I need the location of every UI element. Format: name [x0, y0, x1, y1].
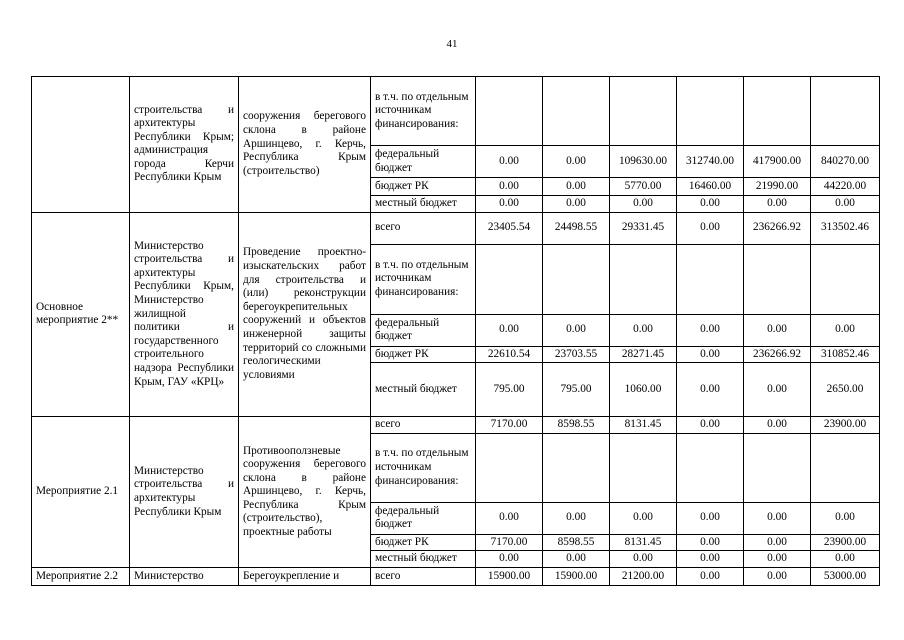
amount-cell: 0.00 [476, 314, 543, 346]
funding-source-cell: местный бюджет [371, 551, 476, 568]
activity-name-cell [32, 77, 130, 213]
amount-cell: 0.00 [543, 196, 610, 213]
amount-cell: 0.00 [543, 146, 610, 178]
amount-cell: 0.00 [677, 534, 744, 551]
amount-cell: 417900.00 [744, 146, 811, 178]
funding-source-cell: бюджет РК [371, 178, 476, 196]
funding-source-cell: всего [371, 567, 476, 585]
amount-cell: 0.00 [744, 567, 811, 585]
amount-cell: 0.00 [744, 417, 811, 434]
amount-cell: 5770.00 [610, 178, 677, 196]
amount-cell: 44220.00 [811, 178, 880, 196]
funding-source-cell: федеральный бюджет [371, 314, 476, 346]
amount-cell [610, 244, 677, 314]
amount-cell: 236266.92 [744, 212, 811, 244]
amount-cell [811, 77, 880, 146]
funding-source-cell: всего [371, 417, 476, 434]
funding-source-cell: федеральный бюджет [371, 146, 476, 178]
amount-cell: 0.00 [677, 567, 744, 585]
amount-cell: 0.00 [677, 502, 744, 534]
amount-cell: 0.00 [677, 417, 744, 434]
amount-cell: 15900.00 [476, 567, 543, 585]
amount-cell: 0.00 [610, 551, 677, 568]
amount-cell: 0.00 [476, 502, 543, 534]
amount-cell: 0.00 [744, 314, 811, 346]
amount-cell: 0.00 [744, 196, 811, 213]
description-cell: Проведение проектно-изыскательских работ для строительства и (или) реконструкции берегоукрепительных сооружений и объектов инженерной защиты территорий со сложными геологическими условиями [239, 212, 371, 417]
amount-cell [811, 433, 880, 502]
amount-cell: 0.00 [744, 502, 811, 534]
amount-cell [677, 77, 744, 146]
executor-cell: Министерство строительства и архитектуры Республики Крым [130, 417, 239, 568]
executor-cell: строительства и архитектуры Республики Крым; администрация города Керчи Республики Крым [130, 77, 239, 213]
activity-name-cell: Основное мероприятие 2** [32, 212, 130, 417]
amount-cell: 0.00 [677, 314, 744, 346]
amount-cell: 24498.55 [543, 212, 610, 244]
amount-cell: 312740.00 [677, 146, 744, 178]
amount-cell: 0.00 [543, 314, 610, 346]
table-row [32, 567, 880, 585]
amount-cell [677, 433, 744, 502]
funding-source-cell: в т.ч. по отдельным источникам финансирования: [371, 244, 476, 314]
amount-cell [744, 433, 811, 502]
amount-cell [744, 77, 811, 146]
amount-cell [543, 77, 610, 146]
description-cell: сооружения берегового склона в районе Аршинцево, г. Керчь, Республика Крым (строительство) [239, 77, 371, 213]
amount-cell: 0.00 [610, 502, 677, 534]
amount-cell: 0.00 [677, 346, 744, 363]
amount-cell: 310852.46 [811, 346, 880, 363]
funding-table [31, 76, 880, 586]
amount-cell: 0.00 [811, 551, 880, 568]
description-cell: Берегоукрепление и [239, 567, 371, 585]
amount-cell: 0.00 [677, 212, 744, 244]
funding-source-cell: в т.ч. по отдельным источникам финансирования: [371, 433, 476, 502]
activity-name-cell: Мероприятие 2.2 [32, 567, 130, 585]
amount-cell: 109630.00 [610, 146, 677, 178]
executor-cell: Министерство [130, 567, 239, 585]
amount-cell: 7170.00 [476, 534, 543, 551]
amount-cell: 795.00 [543, 363, 610, 417]
table-row [32, 417, 880, 434]
funding-source-cell: федеральный бюджет [371, 502, 476, 534]
description-cell: Противооползневые сооружения берегового склона в районе Аршинцево, г. Керчь, Республика Крым (строительство), проектные работы [239, 417, 371, 568]
amount-cell: 0.00 [677, 551, 744, 568]
amount-cell: 0.00 [811, 314, 880, 346]
amount-cell: 313502.46 [811, 212, 880, 244]
funding-source-cell: бюджет РК [371, 346, 476, 363]
amount-cell: 29331.45 [610, 212, 677, 244]
amount-cell: 7170.00 [476, 417, 543, 434]
amount-cell: 0.00 [476, 551, 543, 568]
funding-source-cell: в т.ч. по отдельным источникам финансирования: [371, 77, 476, 146]
amount-cell [476, 244, 543, 314]
amount-cell: 1060.00 [610, 363, 677, 417]
amount-cell: 21990.00 [744, 178, 811, 196]
amount-cell: 0.00 [744, 534, 811, 551]
amount-cell: 0.00 [677, 196, 744, 213]
amount-cell: 0.00 [744, 363, 811, 417]
amount-cell: 23405.54 [476, 212, 543, 244]
amount-cell [543, 244, 610, 314]
amount-cell [677, 244, 744, 314]
amount-cell [476, 77, 543, 146]
amount-cell [610, 433, 677, 502]
amount-cell: 0.00 [543, 178, 610, 196]
amount-cell: 28271.45 [610, 346, 677, 363]
amount-cell: 8598.55 [543, 417, 610, 434]
amount-cell: 0.00 [610, 314, 677, 346]
amount-cell: 0.00 [811, 502, 880, 534]
amount-cell: 840270.00 [811, 146, 880, 178]
amount-cell: 0.00 [476, 146, 543, 178]
amount-cell: 0.00 [811, 196, 880, 213]
amount-cell: 15900.00 [543, 567, 610, 585]
page-number: 41 [446, 38, 458, 50]
amount-cell: 8131.45 [610, 417, 677, 434]
amount-cell: 23703.55 [543, 346, 610, 363]
amount-cell: 0.00 [543, 551, 610, 568]
amount-cell: 0.00 [744, 551, 811, 568]
amount-cell: 236266.92 [744, 346, 811, 363]
activity-name-cell: Мероприятие 2.1 [32, 417, 130, 568]
amount-cell: 21200.00 [610, 567, 677, 585]
amount-cell: 0.00 [476, 196, 543, 213]
amount-cell: 22610.54 [476, 346, 543, 363]
amount-cell: 0.00 [610, 196, 677, 213]
amount-cell: 23900.00 [811, 534, 880, 551]
table-row [32, 77, 880, 146]
amount-cell: 23900.00 [811, 417, 880, 434]
amount-cell [610, 77, 677, 146]
amount-cell [543, 433, 610, 502]
amount-cell: 0.00 [543, 502, 610, 534]
amount-cell: 795.00 [476, 363, 543, 417]
amount-cell: 0.00 [677, 363, 744, 417]
funding-source-cell: местный бюджет [371, 363, 476, 417]
funding-source-cell: бюджет РК [371, 534, 476, 551]
funding-source-cell: местный бюджет [371, 196, 476, 213]
amount-cell: 2650.00 [811, 363, 880, 417]
amount-cell [744, 244, 811, 314]
funding-source-cell: всего [371, 212, 476, 244]
amount-cell [811, 244, 880, 314]
amount-cell: 8598.55 [543, 534, 610, 551]
table-row [32, 212, 880, 244]
amount-cell: 8131.45 [610, 534, 677, 551]
amount-cell: 53000.00 [811, 567, 880, 585]
amount-cell: 16460.00 [677, 178, 744, 196]
amount-cell [476, 433, 543, 502]
amount-cell: 0.00 [476, 178, 543, 196]
executor-cell: Министерство строительства и архитектуры Республики Крым, Министерство жилищной политики и государственного строительного надзора Республики Крым, ГАУ «КРЦ» [130, 212, 239, 417]
